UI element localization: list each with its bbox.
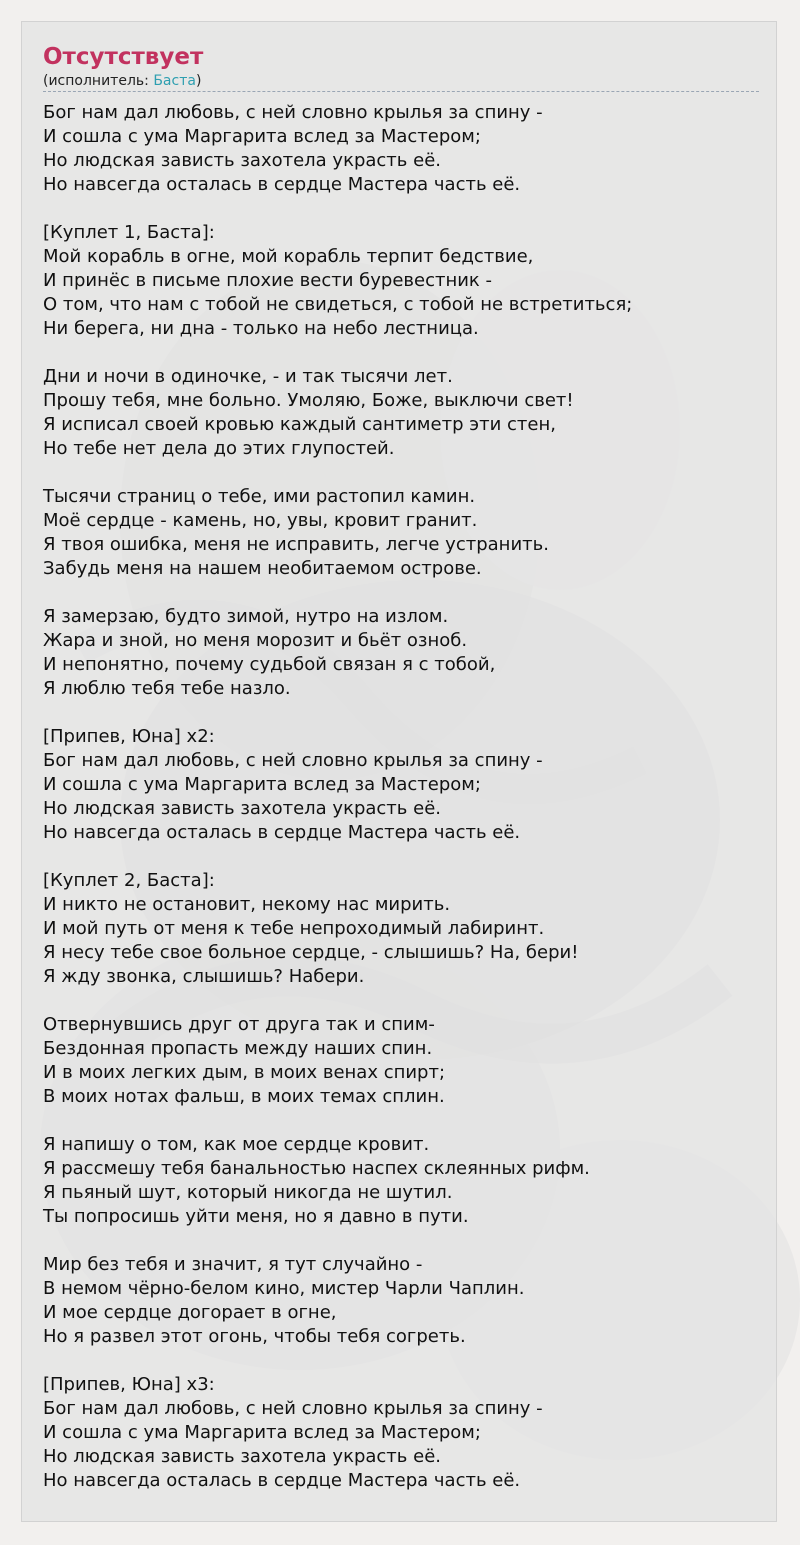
lyrics-line: Но людская зависть захотела украсть её.: [43, 1446, 441, 1467]
artist-link[interactable]: Баста: [153, 73, 196, 89]
lyrics-line: О том, что нам с тобой не свидеться, с тобой не встретиться;: [43, 294, 633, 315]
lyrics-panel: [21, 21, 777, 1522]
lyrics-line: Я замерзаю, будто зимой, нутро на излом.: [43, 606, 449, 627]
lyrics-line: Прошу тебя, мне больно. Умоляю, Боже, выключи свет!: [43, 390, 574, 411]
lyrics-line: И сошла с ума Маргарита вслед за Мастером;: [43, 126, 481, 147]
lyrics-line: И мое сердце догорает в огне,: [43, 1302, 337, 1323]
song-title: Отсутствует: [43, 44, 204, 70]
lyrics-line: Бог нам дал любовь, с ней словно крылья за спину -: [43, 1398, 543, 1419]
lyrics-line: Я исписал своей кровью каждый сантиметр эти стен,: [43, 414, 556, 435]
lyrics-line: [Куплет 1, Баста]:: [43, 222, 215, 243]
lyrics-line: Но тебе нет дела до этих глупостей.: [43, 438, 395, 459]
lyrics-line: Но людская зависть захотела украсть её.: [43, 798, 441, 819]
song-header: [43, 42, 759, 92]
lyrics-line: Мир без тебя и значит, я тут случайно -: [43, 1254, 423, 1275]
lyrics-blank-line: [43, 701, 759, 725]
lyrics-blank-line: [43, 197, 759, 221]
lyrics-line: Но я развел этот огонь, чтобы тебя согреть.: [43, 1326, 466, 1347]
lyrics-line: Ты попросишь уйти меня, но я давно в пути.: [43, 1206, 469, 1227]
lyrics-line: Но навсегда осталась в сердце Мастера часть её.: [43, 174, 521, 195]
lyrics-line: Моё сердце - камень, но, увы, кровит гранит.: [43, 510, 478, 531]
lyrics-line: [Припев, Юна] x3:: [43, 1374, 215, 1395]
lyrics-line: Я напишу о том, как мое сердце кровит.: [43, 1134, 430, 1155]
lyrics-line: Бог нам дал любовь, с ней словно крылья за спину -: [43, 750, 543, 771]
lyrics-line: Жара и зной, но меня морозит и бьёт озноб.: [43, 630, 468, 651]
lyrics-line: И мой путь от меня к тебе непроходимый лабиринт.: [43, 918, 545, 939]
lyrics-line: [Припев, Юна] x2:: [43, 726, 215, 747]
lyrics-line: Я пьяный шут, который никогда не шутил.: [43, 1182, 453, 1203]
lyrics-line: Я твоя ошибка, меня не исправить, легче устранить.: [43, 534, 549, 555]
byline-suffix: ): [195, 73, 202, 89]
lyrics-line: И никто не остановит, некому нас мирить.: [43, 894, 451, 915]
lyrics-line: Ни берега, ни дна - только на небо лестница.: [43, 318, 479, 339]
lyrics-line: Забудь меня на нашем необитаемом острове.: [43, 558, 482, 579]
lyrics-line: Я жду звонка, слышишь? Набери.: [43, 966, 365, 987]
lyrics-blank-line: [43, 1109, 759, 1133]
lyrics-line: Тысячи страниц о тебе, ими растопил камин.: [43, 486, 476, 507]
lyrics-blank-line: [43, 1229, 759, 1253]
lyrics-line: Бог нам дал любовь, с ней словно крылья за спину -: [43, 102, 543, 123]
lyrics-line: Но навсегда осталась в сердце Мастера часть её.: [43, 822, 521, 843]
lyrics-line: И принёс в письме плохие вести буревестник -: [43, 270, 493, 291]
lyrics-line: Но навсегда осталась в сердце Мастера часть её.: [43, 1470, 521, 1491]
lyrics-line: Отвернувшись друг от друга так и спим-: [43, 1014, 435, 1035]
lyrics-blank-line: [43, 1349, 759, 1373]
lyrics-line: [Куплет 2, Баста]:: [43, 870, 215, 891]
lyrics-line: Дни и ночи в одиночке, - и так тысячи лет.: [43, 366, 453, 387]
lyrics-line: И сошла с ума Маргарита вслед за Мастером;: [43, 774, 481, 795]
lyrics-line: В моих нотах фальш, в моих темах сплин.: [43, 1086, 445, 1107]
lyrics-line: И в моих легких дым, в моих венах спирт;: [43, 1062, 446, 1083]
lyrics-line: И сошла с ума Маргарита вслед за Мастером;: [43, 1422, 481, 1443]
lyrics-blank-line: [43, 845, 759, 869]
lyrics-line: Я несу тебе свое больное сердце, - слышишь? На, бери!: [43, 942, 579, 963]
lyrics-text: [43, 101, 759, 1493]
lyrics-line: Бездонная пропасть между наших спин.: [43, 1038, 433, 1059]
lyrics-line: Мой корабль в огне, мой корабль терпит бедствие,: [43, 246, 534, 267]
byline-prefix: (исполнитель:: [43, 73, 154, 89]
lyrics-line: Я люблю тебя тебе назло.: [43, 678, 291, 699]
lyrics-line: И непонятно, почему судьбой связан я с тобой,: [43, 654, 496, 675]
lyrics-line: В немом чёрно-белом кино, мистер Чарли Чаплин.: [43, 1278, 525, 1299]
lyrics-blank-line: [43, 461, 759, 485]
lyrics-line: Я рассмешу тебя банальностью наспех склеянных рифм.: [43, 1158, 590, 1179]
lyrics-blank-line: [43, 581, 759, 605]
lyrics-line: Но людская зависть захотела украсть её.: [43, 150, 441, 171]
lyrics-blank-line: [43, 341, 759, 365]
lyrics-blank-line: [43, 989, 759, 1013]
artist-byline: [43, 72, 759, 90]
